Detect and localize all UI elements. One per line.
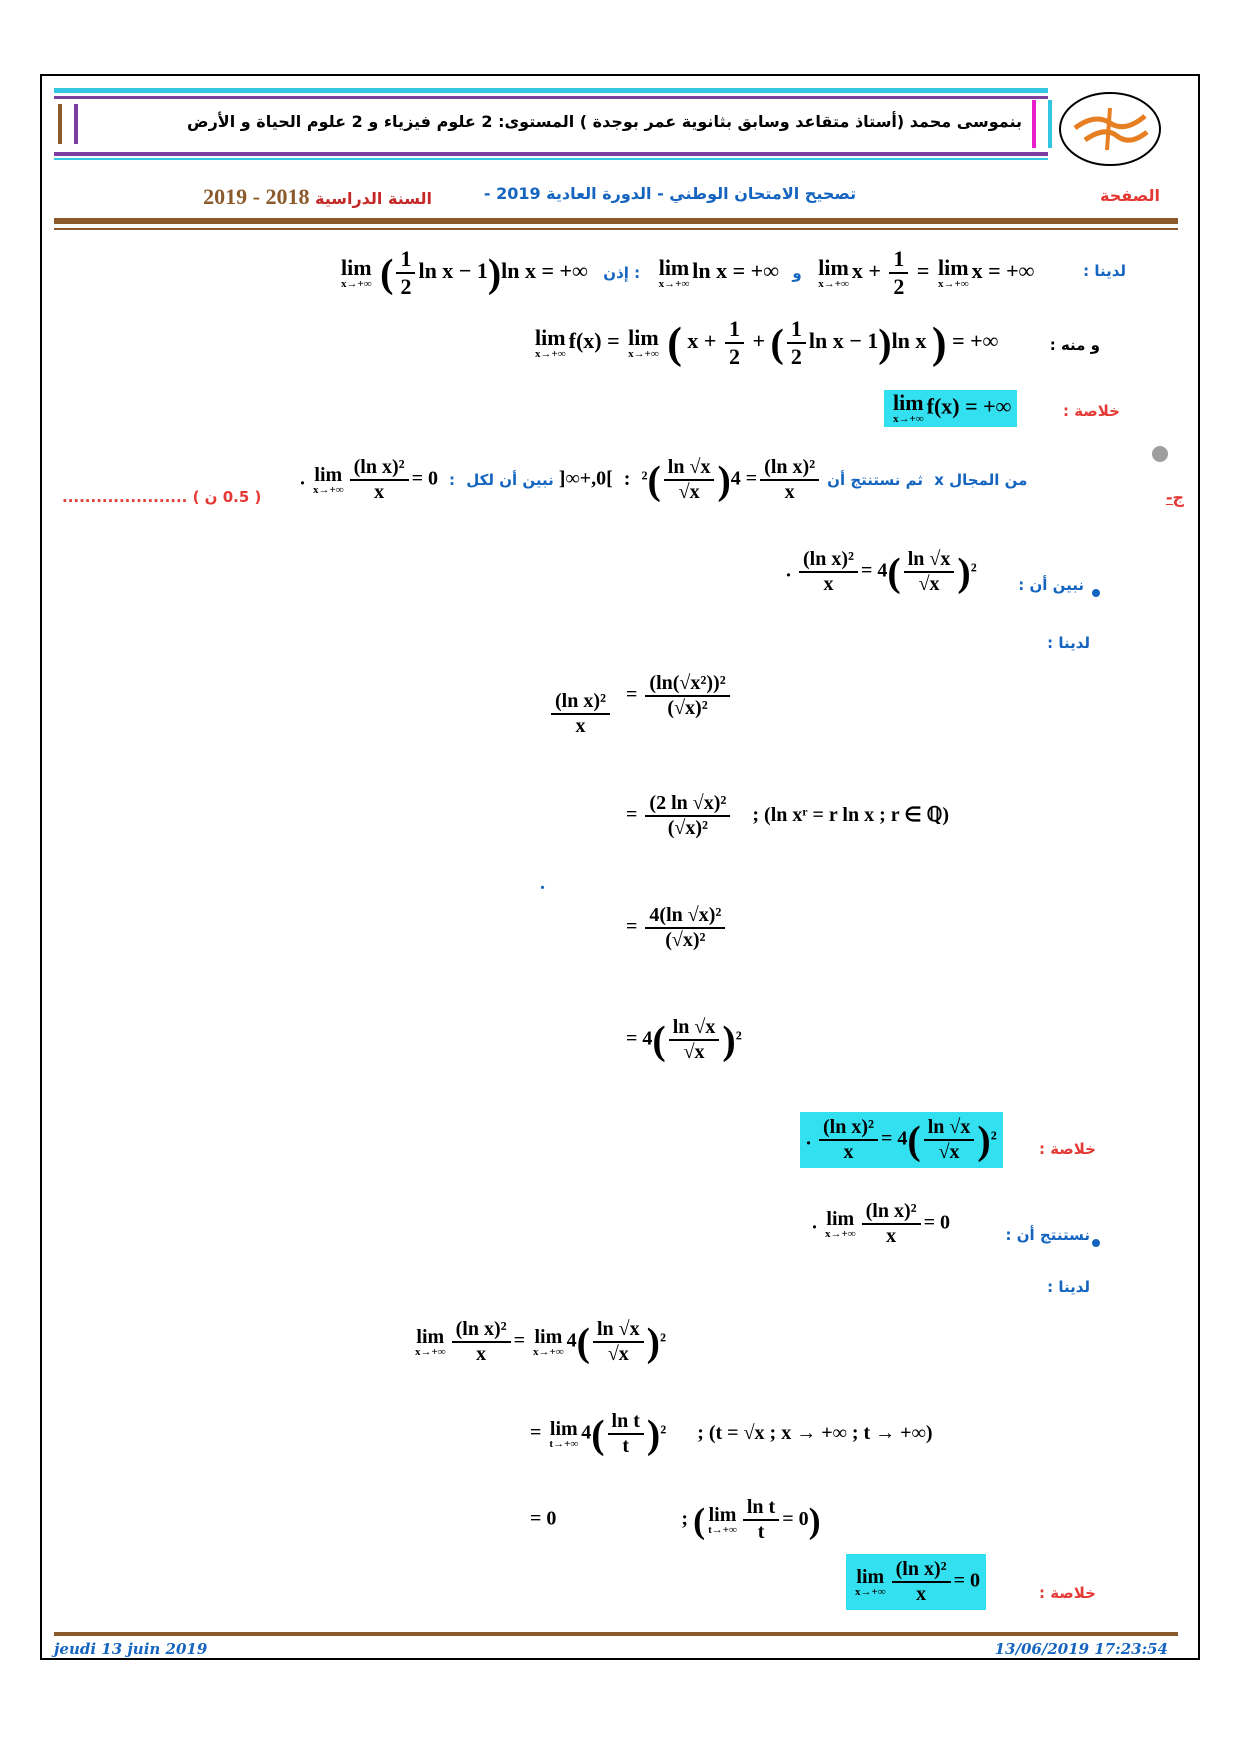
- header-bar-left: [58, 104, 78, 144]
- deduce-label: نستنتج أن :: [1005, 1226, 1090, 1244]
- show-label: نبين أن :: [1018, 576, 1084, 594]
- lim-step2-note: ; (t = √x ; x → +∞ ; t → +∞): [697, 1421, 933, 1444]
- gray-dot: [1152, 446, 1168, 462]
- page-label: الصفحة: [1099, 186, 1160, 205]
- part-c-conclusion2-label: خلاصة :: [1038, 1584, 1096, 1602]
- logo: [1055, 88, 1165, 170]
- lim-step3: = 0 ; ( lim t→+∞ $\frac{\text{ln t}}{t}$ = 0): [530, 1496, 821, 1543]
- year-label: [92, 184, 432, 210]
- show-bullet: [1092, 584, 1100, 602]
- part-c-points: ( 0.5 ن ) ......................: [62, 488, 262, 506]
- year-value: 2018 - 2019: [203, 184, 310, 209]
- stray-dot: .: [540, 872, 545, 894]
- we-have-label: لدينا :: [1047, 634, 1090, 652]
- lim-step1: lim x→+∞ $\frac{\text{(ln x)²}}{x}$ = lim x→+∞ 4( $\frac{\ln √x}{√x}$ )²: [415, 1318, 666, 1365]
- part-c-marker: ج-: [1165, 488, 1184, 507]
- show-statement: . $\frac{\text{(ln x)²}}{x}$ = 4( $\frac{\ln √x}{√x}$ )²: [786, 548, 977, 595]
- part-c-conclusion-label: خلاصة :: [1038, 1140, 1096, 1158]
- footer-date-left: jeudi 13 juin 2019: [54, 1640, 208, 1658]
- exam-title: تصحيح الامتحان الوطني - الدورة العادية 2019 -: [483, 184, 857, 203]
- derivation-step1: = $\frac{\text{(ln(√x²))²}}{\text{(√x)²}}$: [626, 672, 733, 720]
- part-b-conclusion-label: خلاصة :: [1062, 402, 1120, 420]
- part-c-conclusion: . $\frac{\text{(ln x)²}}{x}$ = 4( $\frac{\ln √x}{√x}$ )²: [800, 1112, 1003, 1168]
- header-top-line-2: [54, 96, 1048, 99]
- then-label: إذن :: [603, 264, 641, 283]
- year-label-text: السنة الدراسية: [315, 189, 432, 208]
- we-have2-label: لدينا :: [1047, 1278, 1090, 1296]
- derivation-step3: = $\frac{\text{4(ln √x)²}}{\text{(√x)²}}$: [626, 904, 728, 952]
- footer-line: [54, 1632, 1178, 1636]
- deduce-bullet: [1092, 1234, 1100, 1252]
- part-b-conclusion: lim x→+∞ f(x) = +∞: [884, 390, 1017, 427]
- header-mid-line-2: [54, 158, 1048, 160]
- footer-date-right: 13/06/2019 17:23:54: [994, 1640, 1168, 1658]
- part-c-statement: . lim x→+∞ $\frac{\text{(ln x)²}}{x}$ = 0 : ثم نستنتج أن $\frac{\text{(ln x)²}}{x}$ = 4( $\frac{\ln √x}{√x}$ )² : ]0,+∞[ نبين أن لكل x من المجال: [300, 456, 1028, 503]
- part-b-lead: لدينا :: [1083, 262, 1126, 280]
- part-b-line1: lim x→+∞ ( $\frac{1}{2}$ ln x − 1)ln x = +∞ إذن : lim x→+∞ ln x = +∞ و lim x→+∞ x + $\frac{1}{2}$ = lim x→+∞ x = +∞: [341, 246, 1035, 299]
- hence-label: و منه :: [1049, 336, 1100, 354]
- derivation-lhs: $\frac{\text{(ln x)²}}{x}$: [548, 690, 613, 738]
- lim-step3-value: = 0: [530, 1507, 557, 1530]
- and-label: و: [792, 264, 802, 283]
- interval: ]0,+∞[: [558, 467, 613, 490]
- header-bottom-line-2: [54, 228, 1178, 230]
- lim-step2: = lim t→+∞ 4( $\frac{\text{ln t}}{t}$ )² ; (t = √x ; x → +∞ ; t → +∞): [530, 1410, 933, 1457]
- derivation-step2: = $\frac{\text{(2 ln √x)²}}{\text{(√x)²}}$ ; (ln xʳ = r ln x ; r ∈ ℚ): [626, 792, 950, 839]
- header-bar-right: [1032, 100, 1052, 148]
- author-line: بنموسى محمد (أستاذ متقاعد وسابق بثانوية عمر بوجدة ) المستوى: 2 علوم فيزياء و 2 علوم الحياة و الأرض: [187, 112, 1022, 131]
- header-top-line: [54, 88, 1048, 93]
- header-mid-line: [54, 152, 1048, 156]
- derivation-step4: = 4( $\frac{\ln √x}{√x}$ )²: [626, 1016, 742, 1063]
- header-bottom-line: [54, 218, 1178, 224]
- deduce-statement: . lim x→+∞ $\frac{\text{(ln x)²}}{x}$ = 0: [812, 1200, 951, 1247]
- part-b-line2: lim x→+∞ f(x) = lim x→+∞ ( x + $\frac{1}{2}$ + ( $\frac{1}{2}$ ln x − 1)ln x ) = +∞: [535, 316, 999, 369]
- part-c-conclusion2: lim x→+∞ $\frac{\text{(ln x)²}}{x}$ = 0: [846, 1554, 986, 1610]
- step2-note: ; (ln xʳ = r ln x ; r ∈ ℚ): [752, 803, 950, 826]
